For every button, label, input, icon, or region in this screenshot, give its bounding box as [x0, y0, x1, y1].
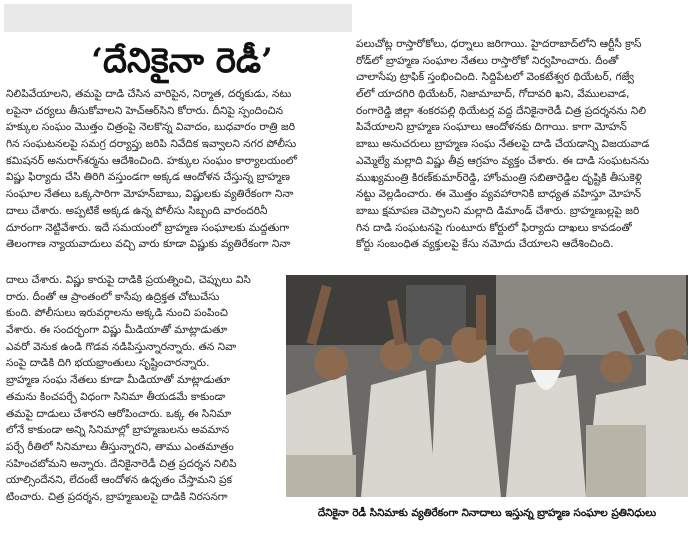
article-line: లోనే కాకుండా అన్ని సినిమాల్లో బ్రాహ్మణులను అవమాన	[6, 424, 230, 437]
article-line: విష్ణు ఫిర్యాదు చేసి తిరిగి వస్తుండగా అక్కడ ఆందోళన చేస్తున్న బ్రాహ్మణ	[6, 171, 290, 184]
article-line: బాబు అనుచరులు బ్రాహ్మణ సంఘ నేతలపై దాడి చేయడాన్ని విజయవాడ	[356, 138, 650, 151]
article-line: రారు. దీంతో ఆ ప్రాంతంలో కాసేపు ఉద్రిక్తత చోటుచేసు	[6, 290, 220, 303]
article-column-left	[6, 86, 344, 253]
article-line: నిలిపివేయాలని, తమపై దాడి చేసిన వారిపైన, నిర్మాత, దర్శకుడు, నటు	[6, 88, 292, 100]
article-line: యాల్సిందేనని, లేదంటే ఆందోళన ఉధృతం చేస్తామని ప్రక	[6, 474, 233, 487]
article-line: టించారు. చిత్ర ప్రదర్శన, బ్రాహ్మణులపై దాడికి నిరసనగా	[6, 490, 228, 503]
article-line: గిన దాడి సంఘటనపై గుంటూరు కోర్టులో ఫిర్యాదు దాఖలు కావడంతో	[356, 221, 632, 234]
article-line: ఎవరో వెనుక ఉండి గొడవ నడిపిస్తున్నారన్నారు. తన నివా	[6, 340, 237, 353]
article-line: గిన సంఘటనలపై సమగ్ర దర్యాప్తు జరిపి నివేదిక ఇవ్వాలని నగర పోలీసు	[6, 138, 297, 151]
article-line: తమపై దాడులు చేశారని ఆరోపించారు. ఒక్క ఈ సినిమా	[6, 407, 232, 420]
article-line: బ్రాహ్మణ సంఘ నేతలు కూడా మీడియాతో మాట్లాడుతూ	[6, 374, 230, 387]
article-line: సంపై దాడికి దిగి భయభ్రాంతులు సృష్టించారన్నారు.	[6, 357, 210, 370]
article-line: రంగారెడ్డి జిల్లా శంకరపల్లి థియేటర్ల వద్ద దేనికైనారెడీ చిత్ర ప్రదర్శనను నిలి	[356, 104, 646, 117]
article-line: కుంది. పోలీసులు ఇరువర్గాలను అక్కడి నుంచి పంపించి	[6, 307, 228, 320]
article-line: సంఘాల నేతలు ఒక్కసారిగా మోహన్‌బాబు, విష్ణులకు వ్యతిరేకంగా నినా	[6, 188, 294, 201]
article-line: ముఖ్యమంత్రి కిరణ్‌కుమార్‌రెడ్డి, హోంమంత్రి సబితారెడ్డిల దృష్టికి తీసుకెళ్లి	[356, 171, 642, 184]
article-line: నట్టు వెల్లడించారు. ఈ మొత్తం వ్యవహారానికి బాధ్యత వహిస్తూ మోహన్	[356, 188, 642, 201]
article-line: వేశారు. ఈ సందర్భంగా విష్ణు మీడియాతో మాట్లాడుతూ	[6, 324, 228, 337]
article-line: ఎమ్మెల్యే మల్లాది విష్ణు తీవ్ర ఆగ్రహం వ్యక్తం చేశారు. ఈ దాడి సంఘటనను	[356, 154, 650, 167]
article-line: పివేయాలని బ్రాహ్మణ సంఘాలు ఆందోళనకు దిగాయి. కాగా మోహన్	[356, 121, 627, 134]
article-line: బాబు క్షమాపణ చెప్పాలని మల్లాది డిమాండ్ చేశారు. బ్రాహ్మణుల్లపై జరి	[356, 204, 640, 217]
protest-photo	[286, 275, 688, 497]
article-line: దూరంగా నెట్టివేశారు. ఇదే సమయంలో బ్రాహ్మణ సంఘాలకు మద్దతుగా	[6, 221, 290, 234]
article-line: హక్కుల సంఘం మొత్తం చిత్రంపై నెలకొన్న వివాదం, బుధవారం రాత్రి జరి	[6, 121, 295, 134]
protest-photo-image	[286, 275, 688, 497]
article-column-right	[356, 36, 689, 253]
article-column-lower-left	[6, 272, 282, 506]
article-line: ల్‌లో యాదగిరి థియేటర్, నిజామాబాద్, గోదావరి ఖని, వేములవాడ,	[356, 88, 630, 101]
article-line: పలుచోట్ల రాస్తారోకోలు, ధర్నాలు జరిగాయి. హైదరాబాద్‌లోని ఆర్టీసీ క్రాస్	[356, 38, 642, 50]
article-line: చాలాసేపు ట్రాఫిక్ స్తంభించింది. సిద్దిపేటలో వెంకటేశ్వర థియేటర్, గజ్వే	[356, 71, 635, 84]
article-line: దాలు చేశారు. అప్పటికే అక్కడ ఉన్న పోలీసు సిబ్బంది వారందరినీ	[6, 204, 268, 217]
photo-caption: దేనికైనా రెడీ సినిమాకు వ్యతిరేకంగా నినాదాలు ఇస్తున్న బ్రాహ్మణ సంఘాల ప్రతినిధులు	[317, 507, 657, 519]
article-line: దాలు చేశారు. విష్ణు కారుపై దాడికి ప్రయత్నించి, చెప్పులు విసి	[6, 274, 251, 286]
article-line: రోడ్‌లో బ్రాహ్మణ సంఘాల నేతలు రాస్తారోకో నిర్వహించారు. దీంతో	[356, 54, 619, 67]
article-line: కోర్టు సంబంధిత వ్యక్తులపై కేసు నమోదు చేయాలని ఆదేశించింది.	[356, 238, 614, 251]
article-line: కమిషనర్ అనురాగ్‌శర్మను ఆదేశించింది. హక్కుల సంఘం కార్యాలయంలో	[6, 154, 297, 167]
headline: ‘దేనికైనా రెడీ’	[91, 41, 273, 81]
article-line: సహించబోమని అన్నారు. దేనికైనారెడీ చిత్ర ప్రదర్శన నిలిపి	[6, 457, 237, 470]
article-line: తమను కించపర్చే విధంగా సినిమా తీయడమే కాకుండా	[6, 390, 226, 403]
article-line: లపైనా చర్యలు తీసుకోవాలని హెచ్ఆర్‌సిని కోరారు. దీనిపై స్పందించిన	[6, 104, 284, 117]
article-line: పర్చే రీతిలో సినిమాలు తీస్తున్నారని, తాము ఎంతమాత్రం	[6, 440, 234, 453]
masthead-strip	[4, 4, 352, 32]
article-line: తెలంగాణ న్యాయవాదులు వచ్చి వారు కూడా విష్ణుకు వ్యతిరేకంగా నినా	[6, 238, 291, 251]
